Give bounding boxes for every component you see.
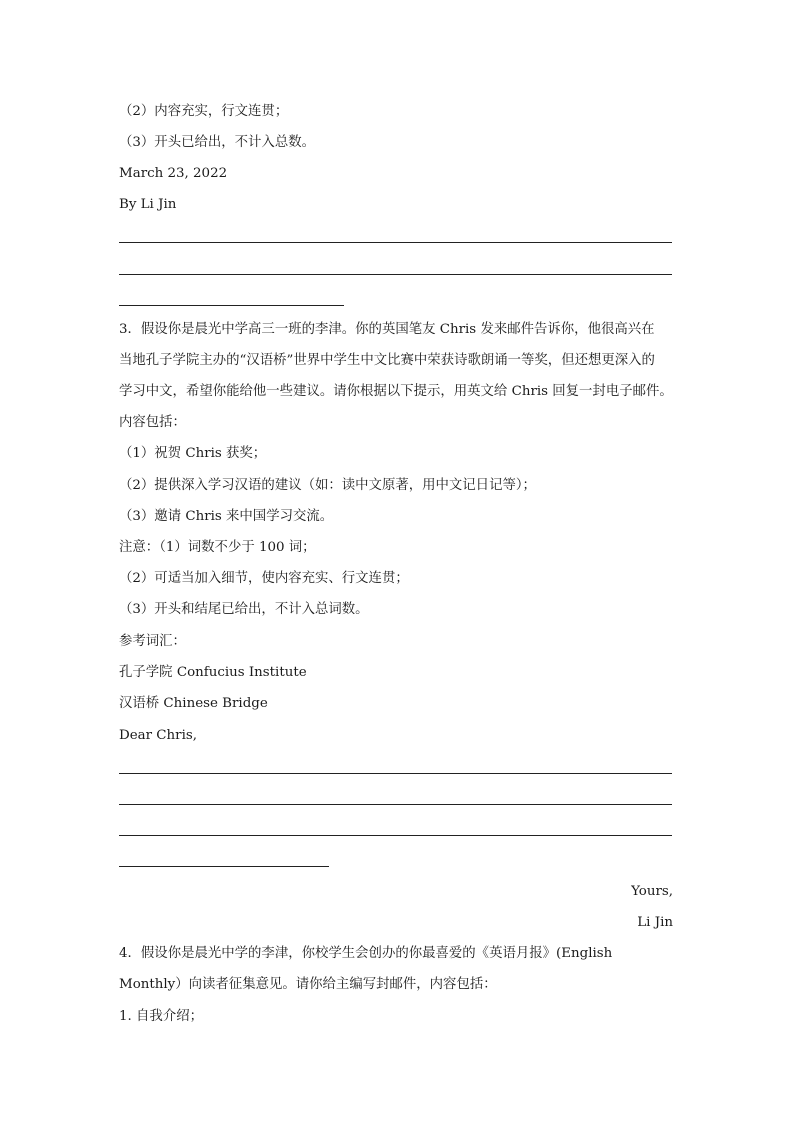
note-item: （2）可适当加入细节，使内容充实、行文连贯； [119, 571, 409, 586]
question-3-paragraph-line: 3．假设你是晨光中学高三一班的李津。你的英国笔友 Chris 发来邮件告诉你，他很高兴在 [119, 322, 655, 337]
content-label: 内容包括： [119, 415, 186, 430]
letter-closing: Yours, [631, 884, 673, 899]
question-4-paragraph-line: Monthly）向读者征集意见。请你给主编写封邮件，内容包括： [119, 977, 497, 992]
vocab-label: 参考词汇： [119, 634, 186, 649]
requirement-2: （2）内容充实，行文连贯； [119, 104, 289, 119]
writing-line [119, 274, 672, 275]
content-item: （1）祝贺 Chris 获奖； [119, 446, 267, 461]
question-3-paragraph-line: 学习中文，希望你能给他一些建议。请你根据以下提示，用英文给 Chris 回复一封电子邮件。 [119, 384, 673, 399]
writing-line [119, 305, 344, 306]
writing-line [119, 804, 672, 805]
letter-date: March 23, 2022 [119, 166, 228, 181]
vocab-item: 孔子学院 Confucius Institute [119, 665, 307, 680]
note-item: （3）开头和结尾已给出，不计入总词数。 [119, 602, 369, 617]
vocab-item: 汉语桥 Chinese Bridge [119, 696, 268, 711]
requirement-3: （3）开头已给出，不计入总数。 [119, 135, 315, 150]
letter-greeting: Dear Chris, [119, 728, 197, 743]
writing-line [119, 866, 329, 867]
letter-signature: Li Jin [637, 915, 673, 930]
writing-line [119, 835, 672, 836]
note-item: 注意：（1）词数不少于 100 词； [119, 540, 316, 555]
question-4-paragraph-line: 4．假设你是晨光中学的李津，你校学生会创办的你最喜爱的《英语月报》(English [119, 946, 613, 961]
writing-line [119, 242, 672, 243]
letter-byline: By Li Jin [119, 197, 177, 212]
content-item: （3）邀请 Chris 来中国学习交流。 [119, 509, 334, 524]
question-4-item: 1. 自我介绍； [119, 1009, 203, 1024]
writing-line [119, 773, 672, 774]
question-3-paragraph-line: 当地孔子学院主办的“汉语桥”世界中学生中文比赛中荣获诗歌朗诵一等奖，但还想更深入的 [119, 353, 655, 368]
content-item: （2）提供深入学习汉语的建议（如：读中文原著，用中文记日记等）； [119, 478, 536, 493]
